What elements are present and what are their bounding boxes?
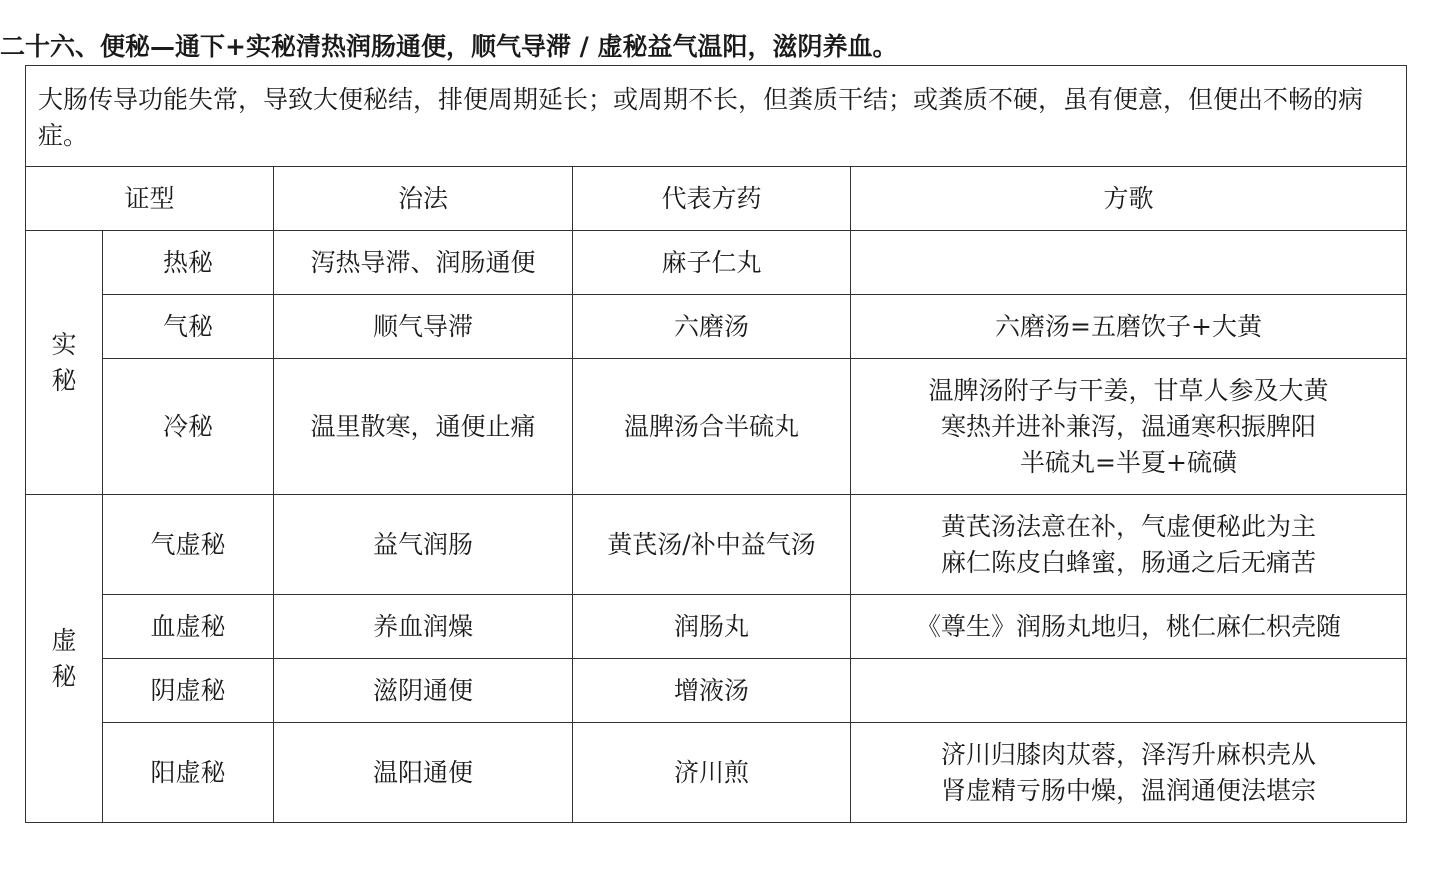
header-method: 治法	[274, 167, 573, 231]
song-line: 黄芪汤法意在补，气虚便秘此为主	[941, 511, 1317, 541]
syndrome-table	[25, 65, 1407, 823]
prescription: 济川煎	[573, 723, 851, 823]
formula-song	[851, 231, 1407, 295]
table-row	[26, 295, 1407, 359]
formula-song	[851, 723, 1407, 823]
prescription: 增液汤	[573, 659, 851, 723]
treatment-method: 顺气导滞	[274, 295, 573, 359]
treatment-method: 益气润肠	[274, 495, 573, 595]
prescription: 六磨汤	[573, 295, 851, 359]
table-row	[26, 659, 1407, 723]
section-heading: 二十六、便秘—通下+实秘清热润肠通便，顺气导滞 / 虚秘益气温阳，滋阴养血。	[0, 32, 898, 61]
table-row	[26, 231, 1407, 295]
syndrome-type: 阴虚秘	[103, 659, 274, 723]
song-line: 温脾汤附子与干姜，甘草人参及大黄	[928, 375, 1329, 405]
prescription: 润肠丸	[573, 595, 851, 659]
definition-text: 大肠传导功能失常，导致大便秘结，排便周期延长；或周期不长，但粪质干结；或粪质不硬，虽有便意，但便出不畅的病症。	[26, 66, 1407, 167]
treatment-method: 养血润燥	[274, 595, 573, 659]
treatment-method: 泻热导滞、润肠通便	[274, 231, 573, 295]
treatment-method: 温里散寒，通便止痛	[274, 359, 573, 495]
syndrome-type: 气秘	[103, 295, 274, 359]
formula-song	[851, 295, 1407, 359]
song-line: 六磨汤=五磨饮子+大黄	[995, 311, 1262, 341]
treatment-method: 温阳通便	[274, 723, 573, 823]
syndrome-type: 血虚秘	[103, 595, 274, 659]
syndrome-type: 阳虚秘	[103, 723, 274, 823]
header-type: 证型	[26, 167, 274, 231]
prescription: 黄芪汤/补中益气汤	[573, 495, 851, 595]
table-row	[26, 595, 1407, 659]
table-row	[26, 359, 1407, 495]
formula-song	[851, 595, 1407, 659]
header-prescription: 代表方药	[573, 167, 851, 231]
syndrome-type: 热秘	[103, 231, 274, 295]
formula-song	[851, 495, 1407, 595]
song-line: 《尊生》润肠丸地归，桃仁麻仁枳壳随	[916, 611, 1342, 641]
table-row	[26, 495, 1407, 595]
table-row	[26, 723, 1407, 823]
prescription: 麻子仁丸	[573, 231, 851, 295]
syndrome-type: 冷秘	[103, 359, 274, 495]
formula-song	[851, 659, 1407, 723]
song-line: 肾虚精亏肠中燥，温润通便法堪宗	[941, 775, 1317, 805]
treatment-method: 滋阴通便	[274, 659, 573, 723]
formula-song	[851, 359, 1407, 495]
group-label-excess: 实 秘	[26, 231, 103, 495]
header-song: 方歌	[851, 167, 1407, 231]
prescription: 温脾汤合半硫丸	[573, 359, 851, 495]
syndrome-type: 气虚秘	[103, 495, 274, 595]
song-line: 麻仁陈皮白蜂蜜，肠通之后无痛苦	[941, 547, 1317, 577]
group-label-deficiency: 虚 秘	[26, 495, 103, 823]
song-line: 半硫丸=半夏+硫磺	[1020, 447, 1237, 477]
song-line: 寒热并进补兼泻，温通寒积振脾阳	[941, 411, 1317, 441]
song-line: 济川归膝肉苁蓉，泽泻升麻枳壳从	[941, 739, 1317, 769]
